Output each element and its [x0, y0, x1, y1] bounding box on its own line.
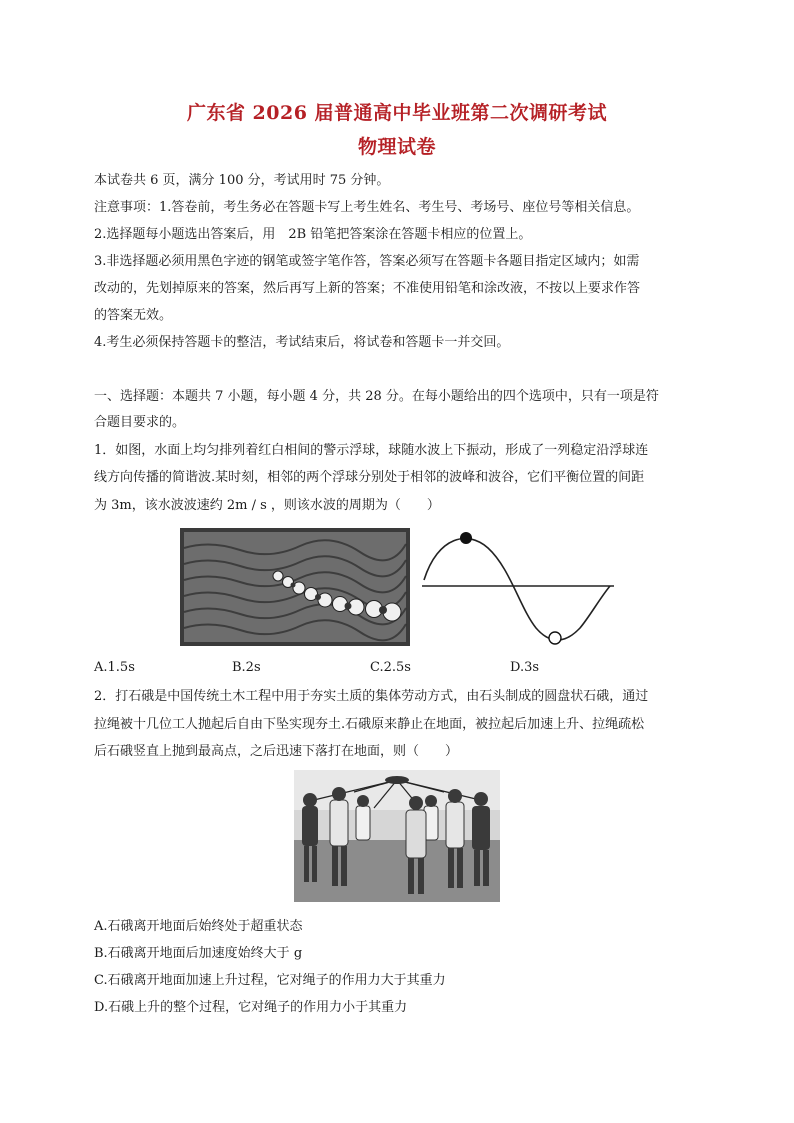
question-1-line-b: 线方向传播的简谐波.某时刻，相邻的两个浮球分别处于相邻的波峰和波谷，它们平衡位置的间距 [94, 470, 645, 485]
tamping-workers-icon [294, 770, 500, 902]
question-1-option-b: B.2s [232, 660, 261, 675]
question-1-option-d: D.3s [510, 660, 540, 675]
exam-title: 广东省 2026 届普通高中毕业班第二次调研考试 [186, 102, 608, 124]
question-2-option-d: D.石硪上升的整个过程，它对绳子的作用力小于其重力 [94, 1000, 408, 1015]
floating-buoys-icon [180, 528, 410, 646]
question-2-line-a: 2．打石硪是中国传统土木工程中用于夯实土质的集体劳动方式，由石头制成的圆盘状石硪，通过 [94, 689, 649, 704]
question-1-option-a: A.1.5s [94, 660, 135, 675]
instructions-note-1: 注意事项：1.答卷前，考生务必在答题卡写上考生姓名、考生号、考场号、座位号等相关信息。 [94, 200, 640, 215]
instructions-note-3b: 改动的，先划掉原来的答案，然后再写上新的答案；不准使用铅笔和涂改液，不按以上要求作答 [94, 281, 641, 296]
section-1-heading-b: 合题目要求的。 [94, 415, 186, 430]
crest-buoy-icon [460, 532, 472, 544]
question-2-line-c: 后石硪竖直上抛到最高点，之后迅速下落打在地面，则（ ） [94, 744, 459, 759]
floating-buoys-photo [180, 528, 410, 646]
trough-buoy-icon [549, 632, 561, 644]
instructions-note-3a: 3.非选择题必须用黑色字迹的钢笔或签字笔作答，答案必须写在答题卡各题目指定区域内；如需 [94, 254, 640, 269]
question-2-option-a: A.石硪离开地面后始终处于超重状态 [94, 919, 303, 934]
question-1-option-c: C.2.5s [370, 660, 411, 675]
question-1-line-a: 1．如图，水面上均匀排列着红白相间的警示浮球，球随水波上下振动，形成了一列稳定沿浮球连 [94, 443, 649, 458]
exam-subtitle: 物理试卷 [357, 136, 436, 158]
wave-curve [424, 539, 610, 641]
instructions-note-4: 4.考生必须保持答题卡的整洁，考试结束后，将试卷和答题卡一并交回。 [94, 335, 510, 350]
question-1-line-c: 为 3m，该水波波速约 2m / s ，则该水波的周期为（ ） [94, 498, 440, 513]
section-1-heading-a: 一、选择题：本题共 7 小题，每小题 4 分，共 28 分。在每小题给出的四个选项中，只有一项是符 [94, 389, 659, 404]
question-2-option-b: B.石硪离开地面后加速度始终大于 g [94, 946, 303, 961]
question-2-line-b: 拉绳被十几位工人抛起后自由下坠实现夯土.石硪原来静止在地面，被拉起后加速上升、拉绳疏松 [94, 717, 645, 732]
instructions-intro: 本试卷共 6 页，满分 100 分，考试用时 75 分钟。 [94, 173, 390, 188]
question-2-option-c: C.石硪离开地面加速上升过程，它对绳子的作用力大于其重力 [94, 973, 446, 988]
sine-wave-diagram [418, 528, 618, 650]
stone-tamping-workers-photo [294, 770, 500, 902]
instructions-note-2: 2.选择题每小题选出答案后，用 2B 铅笔把答案涂在答题卡相应的位置上。 [94, 227, 532, 242]
instructions-note-3c: 的答案无效。 [94, 308, 173, 323]
